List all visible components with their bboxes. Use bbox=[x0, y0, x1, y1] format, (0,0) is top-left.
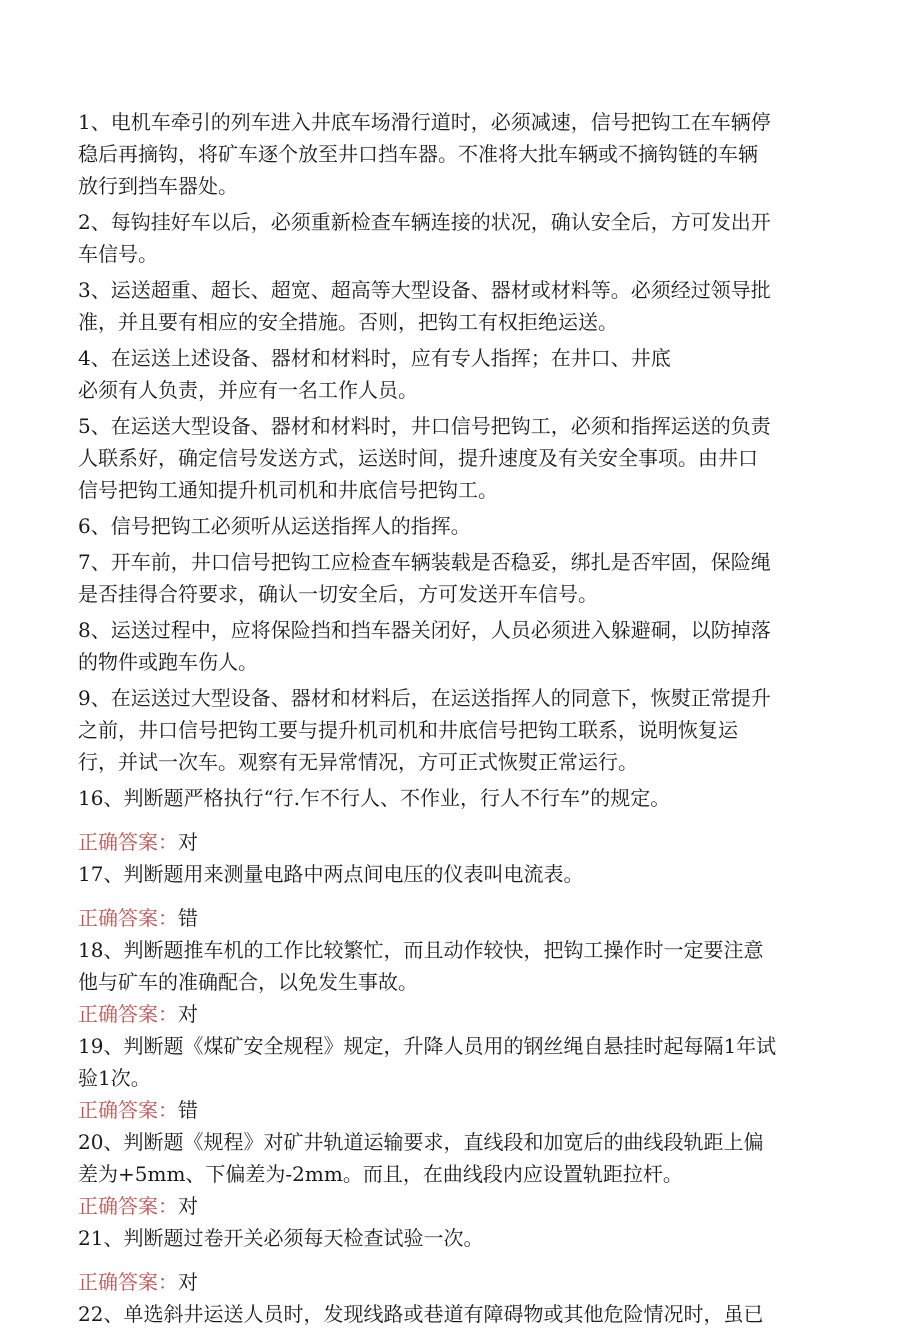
text-line: 7、开车前，井口信号把钩工应检查车辆装载是否稳妥，绑扎是否牢固，保险绳 bbox=[78, 550, 771, 574]
text-line: 8、运送过程中，应将保险挡和挡车器关闭好，人员必须进入躲避硐，以防掉落 bbox=[78, 618, 771, 642]
question-item bbox=[78, 782, 838, 858]
question-item bbox=[78, 410, 838, 510]
answer-line bbox=[78, 1190, 838, 1222]
text-line: 行，并试一次车。观察有无异常情况，方可正式恢熨正常运行。 bbox=[78, 750, 638, 774]
answer-value: 错 bbox=[178, 906, 198, 930]
question-item bbox=[78, 510, 838, 546]
text-line: 21、判断题过卷开关必须每天检查试验一次。 bbox=[78, 1226, 484, 1250]
question-item bbox=[78, 934, 838, 1030]
answer-value: 错 bbox=[178, 1098, 198, 1122]
text-line: 车信号。 bbox=[78, 242, 158, 266]
text-line: 1、电机车牵引的列车进入井底车场滑行道时，必须减速，信号把钩工在车辆停 bbox=[78, 110, 771, 134]
text-line: 16、判断题严格执行“行.乍不行人、不作业，行人不行车”的规定。 bbox=[78, 786, 671, 810]
question-item bbox=[78, 858, 838, 934]
text-line: 差为+5mm、下偏差为-2mm。而且，在曲线段内应设置轨距拉杆。 bbox=[78, 1162, 683, 1186]
text-line: 18、判断题推车机的工作比较繁忙，而且动作较快，把钩工操作时一定要注意 bbox=[78, 938, 764, 962]
answer-line bbox=[78, 902, 838, 934]
question-item bbox=[78, 546, 838, 614]
question-item bbox=[78, 682, 838, 782]
answer-label: 正确答案： bbox=[78, 1098, 178, 1122]
text-line: 6、信号把钩工必须听从运送指挥人的指挥。 bbox=[78, 514, 471, 538]
answer-value: 对 bbox=[178, 1194, 198, 1218]
text-line: 3、运送超重、超长、超宽、超高等大型设备、器材或材料等。必须经过领导批 bbox=[78, 278, 771, 302]
question-item bbox=[78, 342, 838, 410]
question-item bbox=[78, 1030, 838, 1126]
text-line: 他与矿车的准确配合，以免发生事故。 bbox=[78, 970, 418, 994]
question-item bbox=[78, 614, 838, 682]
text-line: 稳后再摘钩，将矿车逐个放至井口挡车器。不准将大批车辆或不摘钩链的车辆 bbox=[78, 142, 758, 166]
answer-label: 正确答案： bbox=[78, 1194, 178, 1218]
text-line: 信号把钩工通知提升机司机和井底信号把钩工。 bbox=[78, 478, 498, 502]
text-line: 20、判断题《规程》对矿井轨道运输要求，直线段和加宽后的曲线段轨距上偏 bbox=[78, 1130, 764, 1154]
question-item bbox=[78, 206, 838, 274]
text-line: 17、判断题用来测量电路中两点间电压的仪表叫电流表。 bbox=[78, 862, 584, 886]
answer-label: 正确答案： bbox=[78, 1002, 178, 1026]
answer-line bbox=[78, 1094, 838, 1126]
answer-line bbox=[78, 998, 838, 1030]
text-line: 9、在运送过大型设备、器材和材料后，在运送指挥人的同意下，恢熨正常提升 bbox=[78, 686, 771, 710]
text-line: 的物件或跑车伤人。 bbox=[78, 650, 258, 674]
answer-value: 对 bbox=[178, 1002, 198, 1026]
text-line: 准，并且要有相应的安全措施。否则，把钩工有权拒绝运送。 bbox=[78, 310, 618, 334]
answer-value: 对 bbox=[178, 830, 198, 854]
text-line: 是否挂得合符要求，确认一切安全后，方可发送开车信号。 bbox=[78, 582, 598, 606]
answer-line bbox=[78, 1266, 838, 1298]
answer-label: 正确答案： bbox=[78, 1270, 178, 1294]
document-body bbox=[78, 106, 838, 1334]
question-item bbox=[78, 274, 838, 342]
text-line: 必须有人负责，并应有一名工作人员。 bbox=[78, 378, 418, 402]
text-line: 之前，井口信号把钩工要与提升机司机和井底信号把钩工联系，说明恢复运 bbox=[78, 718, 738, 742]
text-line: 22、单选斜井运送人员时，发现线路或巷道有障碍物或其他危险情况时，虽已 bbox=[78, 1302, 764, 1326]
text-line: 5、在运送大型设备、器材和材料时，井口信号把钩工，必须和指挥运送的负责 bbox=[78, 414, 771, 438]
question-item bbox=[78, 1222, 838, 1298]
question-item bbox=[78, 106, 838, 206]
text-line: 4、在运送上述设备、器材和材料时，应有专人指挥；在井口、井底 bbox=[78, 346, 671, 370]
answer-label: 正确答案： bbox=[78, 906, 178, 930]
text-line: 2、每钩挂好车以后，必须重新检查车辆连接的状况，确认安全后，方可发出开 bbox=[78, 210, 771, 234]
text-line: 放行到挡车器处。 bbox=[78, 174, 238, 198]
answer-line bbox=[78, 826, 838, 858]
answer-value: 对 bbox=[178, 1270, 198, 1294]
text-line: 19、判断题《煤矿安全规程》规定，升降人员用的钢丝绳自悬挂时起每隔1年试 bbox=[78, 1034, 777, 1058]
text-line: 人联系好，确定信号发送方式，运送时间，提升速度及有关安全事项。由井口 bbox=[78, 446, 758, 470]
text-line: 验1次。 bbox=[78, 1066, 151, 1090]
answer-label: 正确答案： bbox=[78, 830, 178, 854]
question-item bbox=[78, 1298, 838, 1334]
question-item bbox=[78, 1126, 838, 1222]
